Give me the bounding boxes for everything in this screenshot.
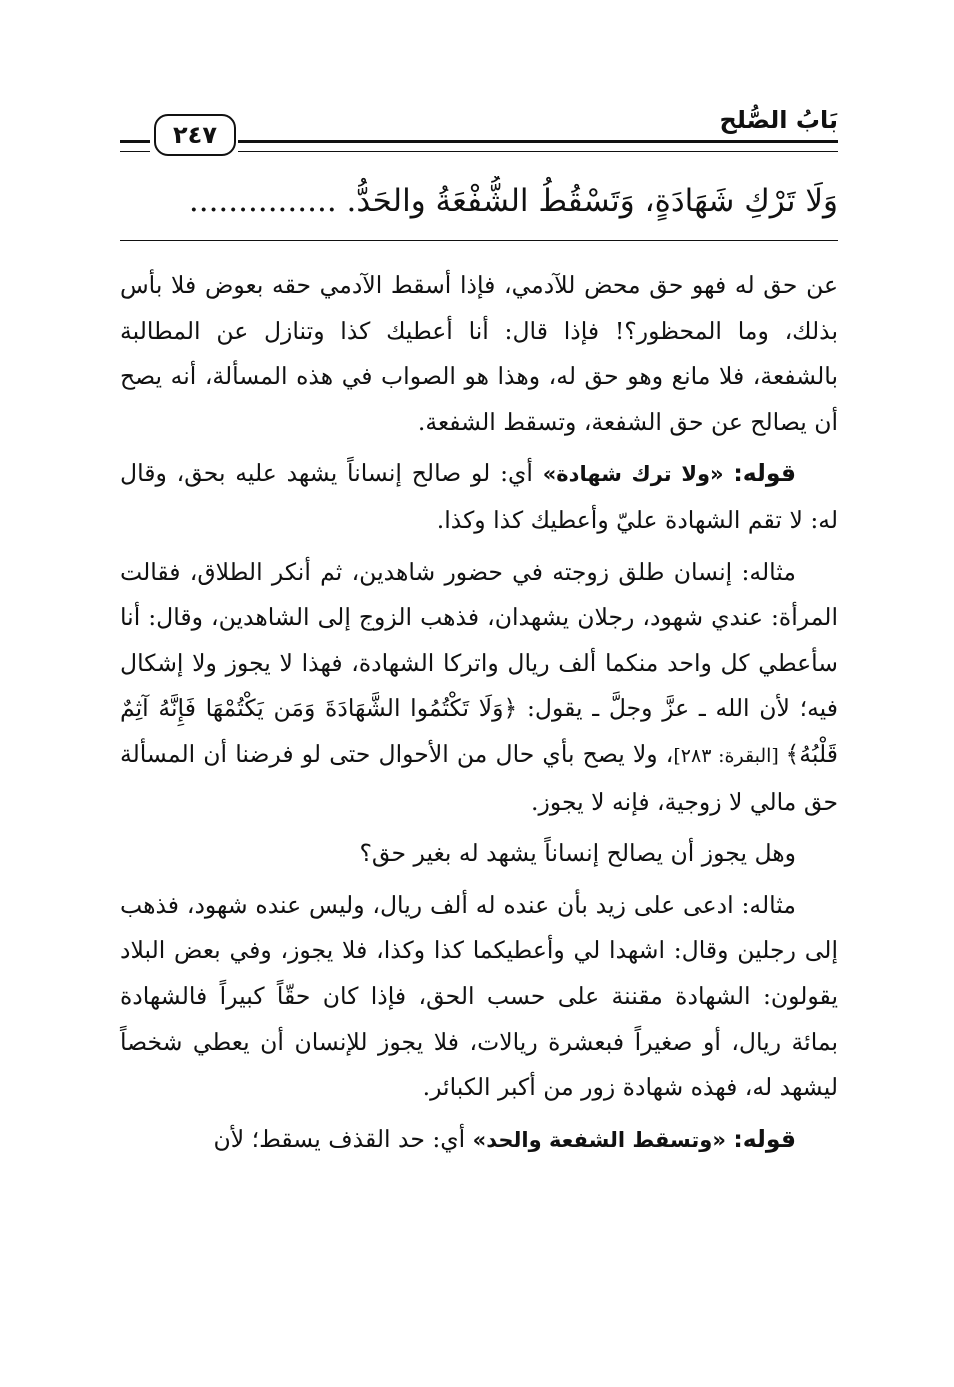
page-number: ٢٤٧ — [154, 114, 236, 156]
verse-reference: [البقرة: ٢٨٣] — [673, 744, 786, 767]
paragraph-5: مثاله: ادعى على زيد بأن عنده له ألف ريال، وليس عنده شهود، فذهب إلى رجلين وقال: اشهدا لي وأعطيكما كذا وكذا، فلا يجوز، وفي بعض البلاد يقولون: الشهادة مقننة على حسب الحق، فإذا كان حقّاً كبيراً فالشهادة بمائة ريال، أو صغيراً فبعشرة ريالات، فلا يجوز للإنسان أن يعطي شخصاً ليشهد له، فهذه شهادة زور من أكبر الكبائر. — [120, 890, 838, 1102]
matn-quote: «وتسقط الشفعة والحد» — [472, 1127, 726, 1152]
matn-text: وَلَا تَرْكِ شَهَادَةٍ، وَتَسْقُطُ الشُّفْعَةُ والحَدُّ. ............... — [188, 183, 838, 219]
paragraph-2-text: أي: لو صالح إنساناً يشهد عليه بحق، وقال له: لا تقم الشهادة عليّ وأعطيك كذا وكذا. — [120, 459, 838, 534]
qawl-label: قوله: — [733, 1124, 796, 1153]
page-header — [120, 96, 838, 160]
quran-verse: ﴿وَلَا تَكْتُمُوا الشَّهَادَةَ وَمَن يَكْتُمْهَا فَإِنَّهُ آثِمٌ قَلْبُهُ﴾ — [120, 694, 838, 768]
chapter-title: بَابُ الصُّلح — [719, 106, 838, 134]
header-rule-right — [238, 140, 838, 152]
book-page — [120, 96, 838, 1169]
paragraph-6 — [120, 1117, 838, 1164]
paragraph-3-before: مثاله: إنسان طلق زوجته في حضور شاهدين، ثم أنكر الطلاق، فقالت المرأة: عندي شهود، رجلان يشهدان، فذهب الزوج إلى الشاهدين، وقال: أنا سأعطي كل واحد منكما ألف ريال واتركا الشهادة، فهذا لا يجوز ولا إشكال فيه؛ لأن الله ـ عزَّ وجلَّ ـ يقول: — [120, 557, 839, 723]
matn-divider — [120, 240, 838, 241]
paragraph-4: وهل يجوز أن يصالح إنساناً يشهد له بغير حق؟ — [359, 839, 796, 868]
qawl-label: قوله: — [733, 459, 796, 488]
paragraph-3-after: ، ولا يصح بأي حال من الأحوال حتى لو فرضنا أن المسألة حق مالي لا زوجية، فإنه لا يجوز. — [120, 739, 838, 816]
paragraph-3 — [120, 550, 838, 826]
commentary-body — [120, 263, 838, 1163]
paragraph-6-text: أي: حد القذف يسقط؛ لأن — [213, 1124, 473, 1153]
matn-quote: «ولا ترك شهادة» — [542, 462, 724, 487]
paragraph-2 — [120, 451, 838, 543]
paragraph-1: عن حق له فهو حق محض للآدمي، فإذا أسقط الآدمي حقه بعوض فلا بأس بذلك، وما المحظور؟! فإذا قال: أنا أعطيك كذا وتنازل عن المطالبة بالشفعة، فلا مانع وهو حق له، وهذا هو الصواب في هذه المسألة، أنه يصح أن يصالح عن حق الشفعة، وتسقط الشفعة. — [120, 271, 838, 436]
header-rule-left — [120, 140, 150, 152]
